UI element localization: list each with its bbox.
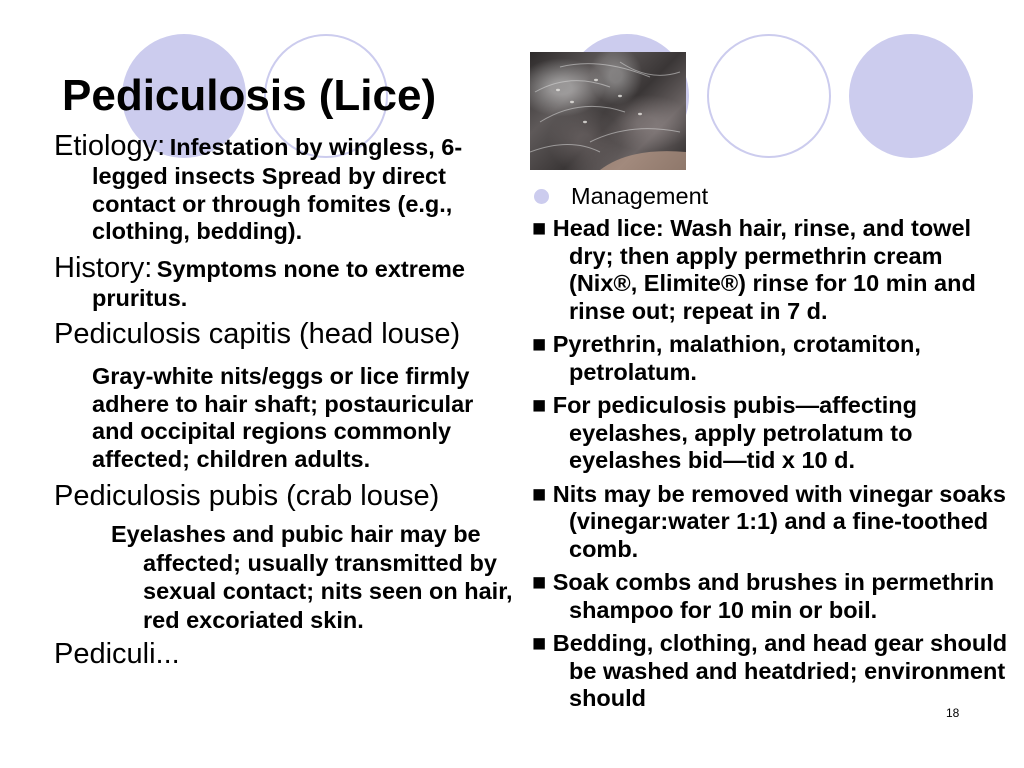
- etiology-text: Infestation by wingless, 6-legged insects Spread by direct contact or through fomites (e.g., clothing, bedding).: [92, 134, 463, 244]
- pubis-heading: Pediculosis pubis (crab louse): [54, 480, 440, 512]
- pubis-text: Eyelashes and pubic hair may be affected; usually transmitted by sexual contact; nits seen on hair, red excoriated skin.: [111, 521, 513, 633]
- management-item: ■ Nits may be removed with vinegar soaks (vinegar:water 1:1) and a fine-toothed comb.: [532, 480, 1006, 562]
- management-heading: [532, 180, 1012, 212]
- decor-circle-4: [707, 34, 831, 158]
- management-item: ■ Pyrethrin, malathion, crotamiton, petrolatum.: [532, 331, 921, 385]
- history-text: Symptoms none to extreme pruritus.: [92, 255, 465, 311]
- management-item: ■ Soak combs and brushes in permethrin shampoo for 10 min or boil.: [532, 569, 995, 623]
- slide-title: Pediculosis (Lice): [62, 71, 437, 120]
- etiology-entry: [54, 130, 514, 246]
- cutoff-text: Pediculi...: [54, 638, 180, 670]
- etiology-history-column: [54, 130, 514, 671]
- management-column: [532, 180, 1012, 719]
- hair-lice-photo: [530, 52, 686, 170]
- history-label: History:: [54, 251, 153, 284]
- management-item: ■ Head lice: Wash hair, rinse, and towel dry; then apply permethrin cream (Nix®, Elimite®) rinse for 10 min and rinse out; repeat in 7 d.: [532, 215, 976, 324]
- page-number: 18: [946, 706, 960, 720]
- bullet-icon: [534, 189, 549, 204]
- capitis-text: Gray-white nits/eggs or lice firmly adhere to hair shaft; postauricular and occipital regions commonly affected; children adults.: [92, 363, 474, 472]
- history-entry: [54, 252, 514, 313]
- management-item: ■ Bedding, clothing, and head gear should be washed and heatdried; environment should: [532, 630, 1008, 711]
- management-label: Management: [571, 183, 709, 209]
- capitis-heading: Pediculosis capitis (head louse): [54, 318, 461, 350]
- management-item: ■ For pediculosis pubis—affecting eyelashes, apply petrolatum to eyelashes bid—tid x 10 d.: [532, 392, 918, 473]
- decor-circle-5: [849, 34, 973, 158]
- etiology-label: Etiology:: [54, 130, 166, 162]
